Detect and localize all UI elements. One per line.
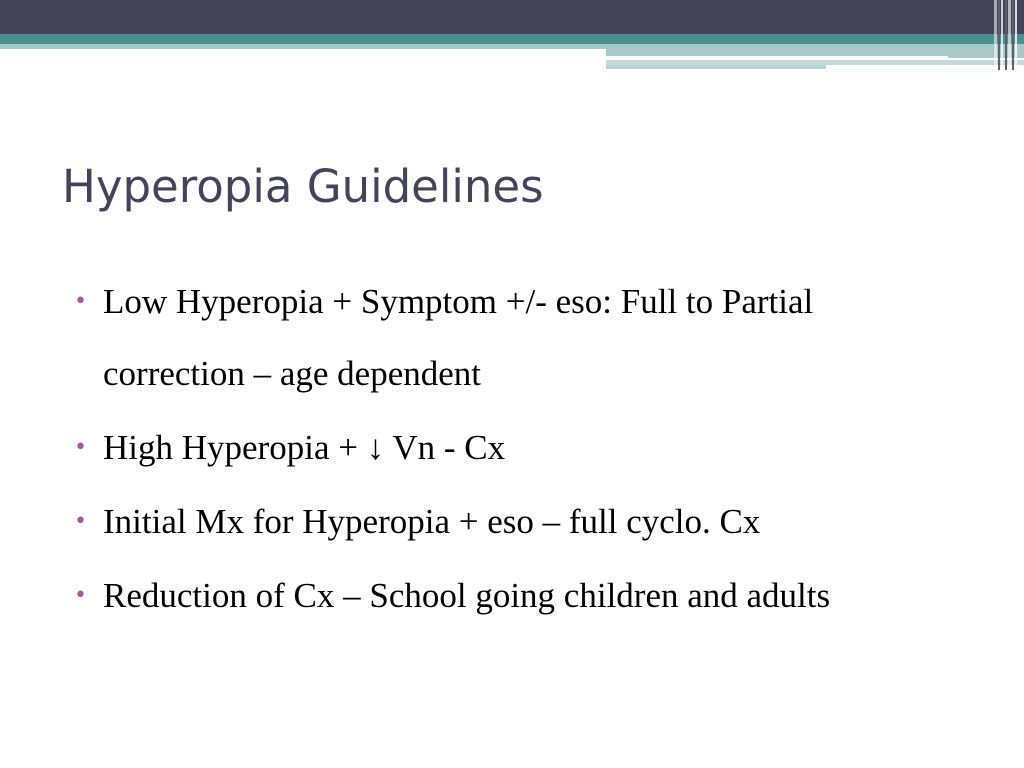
header-vertical-stripe: [1005, 0, 1007, 70]
header-band-teal: [0, 34, 1024, 44]
header-band-line: [606, 56, 948, 58]
bullet-dot-icon: •: [74, 509, 87, 534]
bullet-text: Reduction of Cx – School going children and adults: [103, 576, 831, 615]
header-vertical-stripe: [1015, 0, 1017, 70]
slide-title: Hyperopia Guidelines: [62, 160, 544, 213]
bullet-text: Low Hyperopia + Symptom +/- eso: Full to Partial correction – age dependent: [103, 282, 814, 393]
header-band-light: [0, 44, 606, 49]
header-vertical-stripe: [998, 0, 1000, 70]
header-band-light: [606, 65, 826, 69]
header-vertical-stripe: [1008, 0, 1011, 70]
bullet-list: [0, 266, 1024, 634]
bullet-text: High Hyperopia + ↓ Vn - Cx: [103, 428, 506, 467]
bullet-item: [0, 486, 1024, 558]
header-vertical-stripe: [994, 0, 997, 70]
bullet-dot-icon: •: [74, 583, 87, 608]
bullet-text: Initial Mx for Hyperopia + eso – full cyclo. Cx: [103, 502, 761, 541]
bullet-dot-icon: •: [74, 289, 87, 314]
bullet-item: [0, 560, 1024, 632]
bullet-dot-icon: •: [74, 435, 87, 460]
header-vertical-stripe: [1012, 0, 1014, 70]
header-vertical-stripe: [1001, 0, 1003, 70]
bullet-item: [0, 412, 1024, 484]
bullet-item: [0, 266, 1024, 410]
header-band-dark: [0, 0, 1024, 34]
